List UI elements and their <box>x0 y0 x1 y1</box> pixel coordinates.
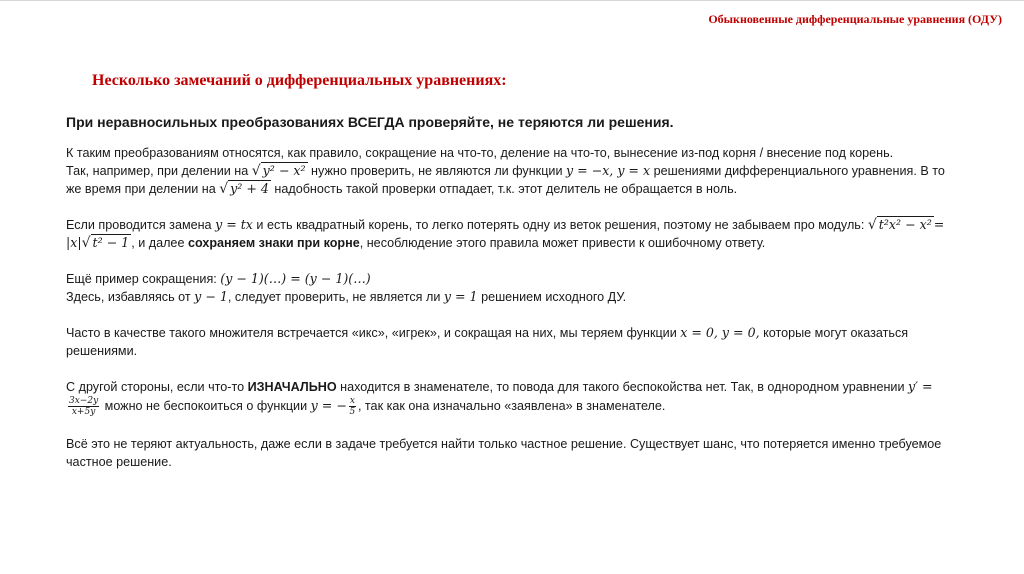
paragraph-division-example: Так, например, при делении на √ y² − x² нужно проверить, не являются ли функции y = −x, y = x решениями дифференциального уравнения. В то же время при делении на √ y² + 4 надобность такой проверки отпадает, т.к. этот делитель не обращается в ноль. <box>66 163 945 197</box>
paragraph-cancellation-example: Ещё пример сокращения: (y − 1)(…) = (y − 1)(…) Здесь, избавляясь от y − 1, следует проверить, не является ли y = 1 решением исходного ДУ. <box>66 271 627 304</box>
sqrt-expression: √ t² − 1 <box>81 235 130 251</box>
lead-statement: При неравносильных преобразованиях ВСЕГДА проверяйте, не теряются ли решения. <box>66 114 674 130</box>
sqrt-expression: √ y² − x² <box>251 163 306 179</box>
fraction: $\frac{x}{5}$ <box>349 396 356 417</box>
slide-title: Несколько замечаний о дифференциальных уравнениях: <box>92 72 507 89</box>
sqrt-expression: √ t²x² − x² <box>867 217 932 233</box>
paragraph-particular-solution: Всё это не теряют актуальность, даже если в задаче требуется найти только частное решение. Существует шанс, что потеряется именно требуемое частное решение. <box>66 437 942 469</box>
paragraph-transformations: К таким преобразованиям относятся, как правило, сокращение на что-то, деление на что-то, вынесение из-под корня / внесение под корень. <box>66 146 894 160</box>
fraction: $\frac{3x-2y}{x+5y}$ <box>69 396 99 417</box>
paragraph-substitution: Если проводится замена y = tx и есть квадратный корень, то легко потерять одну из веток решения, поэтому не забываем про модуль: √ t²x² − x² = |x|√ t² − 1 , и далее сохраняем знаки при корне, несоблюдение этого правила может привести к ошибочному ответу. <box>66 217 945 251</box>
sqrt-expression: √ y² + 4 <box>219 181 269 197</box>
paragraph-lost-functions: Часто в качестве такого множителя встречается «икс», «игрек», и сокращая на них, мы теряем функции x = 0, y = 0, которые могут оказаться решениями. <box>66 325 909 358</box>
header-title: Обыкновенные дифференциальные уравнения (ОДУ) <box>708 12 1002 26</box>
paragraph-denominator: С другой стороны, если что-то ИЗНАЧАЛЬНО находится в знаменателе, то повода для такого беспокойства нет. Так, в однородном уравнении y′ = $\frac{3x-2y}{x+5y}$ можно не беспокоиться о функции y = − $\frac{x}{5}$ , так как она изначально «заявлена» в знаменателе. <box>66 379 933 417</box>
slide-content <box>66 112 946 471</box>
top-divider <box>0 0 1024 1</box>
